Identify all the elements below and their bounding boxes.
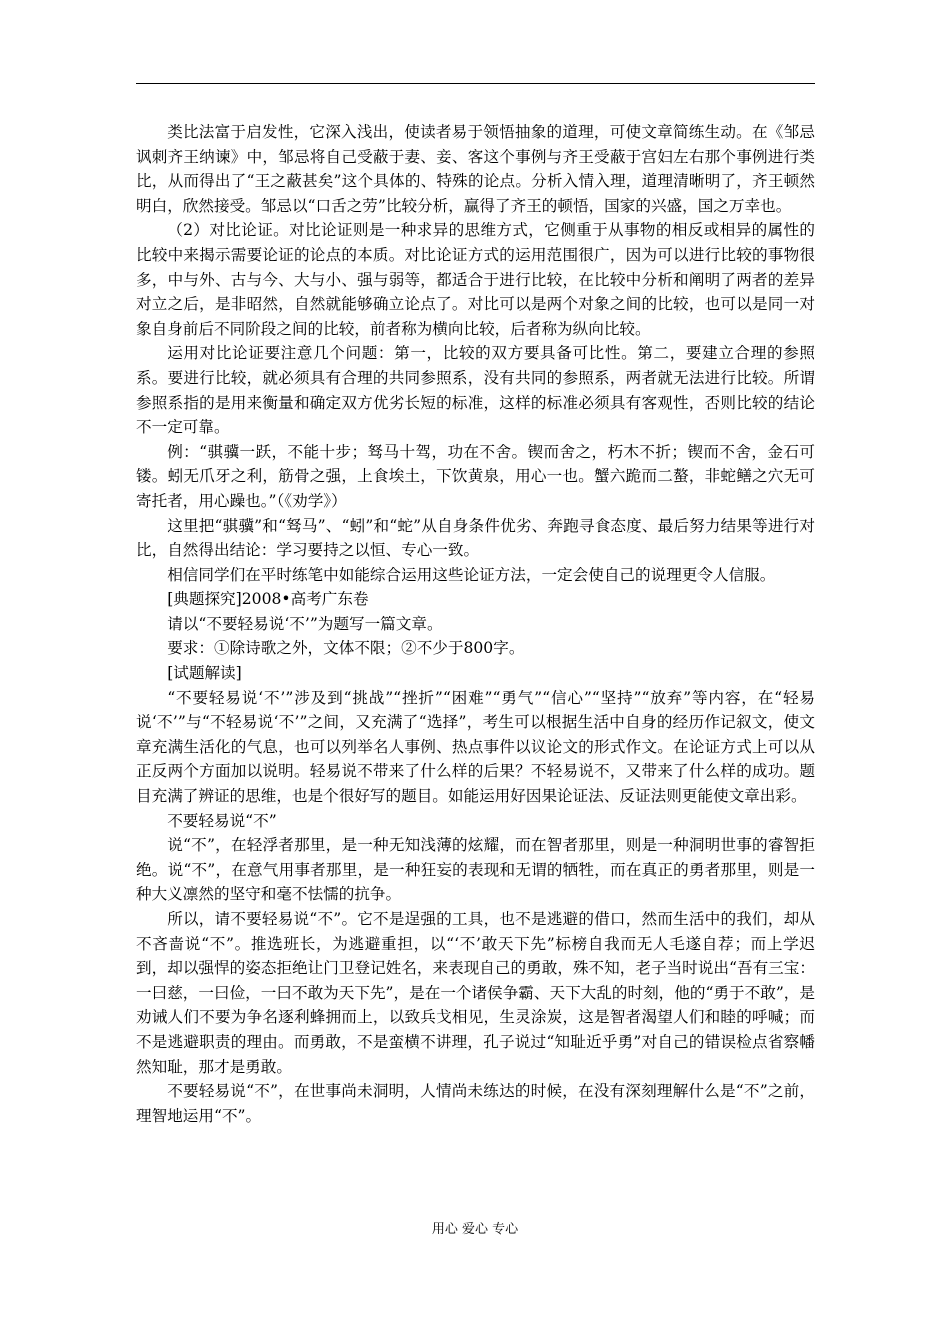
section-label-interpretation: [试题解读]	[167, 664, 242, 683]
essay-title: 不要轻易说“不”	[167, 811, 277, 830]
exam-prompt: 请以“不要轻易说‘不’”为题写一篇文章。	[167, 614, 443, 633]
essay-paragraph-3: 不要轻易说“不”，在世事尚未洞明，人情尚未练达的时候，在没有深刻理解什么是“不”之前，理智地运用“不”。	[136, 1082, 815, 1125]
section-label-exam: [典题探究]2008•高考广东卷	[167, 590, 369, 609]
document-body	[136, 120, 815, 1128]
paragraph-example-quote: 例：“骐骥一跃，不能十步；驽马十驾，功在不舍。锲而舍之，朽木不折；锲而不舍，金石可镂。蚓无爪牙之利，筋骨之强，上食埃土，下饮黄泉，用心一也。蟹六跪而二螯，非蛇鳝之穴无可寄托者，用心躁也。”（《劝学》）	[136, 442, 815, 510]
paragraph-example-analysis: 这里把“骐骥”和“驽马”、“蚓”和“蛇”从自身条件优劣、奔跑寻食态度、最后努力结果等进行对比，自然得出结论：学习要持之以恒、专心一致。	[136, 516, 815, 560]
paragraph-analogy: 类比法富于启发性，它深入浅出，使读者易于领悟抽象的道理，可使文章简练生动。在《邹忌讽刺齐王纳谏》中，邹忌将自己受蔽于妻、妾、客这个事例与齐王受蔽于宫妇左右那个事例进行类比，从而得出了“王之蔽甚矣”这个具体的、特殊的论点。分析入情入理，道理清晰明了，齐王顿然明白，欣然接受。邹忌以“口舌之劳”比较分析，赢得了齐王的顿悟，国家的兴盛，国之万幸也。	[136, 123, 815, 215]
paragraph-interpretation: “不要轻易说‘不’”涉及到“挑战”“挫折”“困难”“勇气”“信心”“坚持”“放弃”等内容，在“轻易说‘不’”与“不轻易说‘不’”之间，又充满了“选择”，考生可以根据生活中自身的经历作记叙文，使文章充满生活化的气息，也可以列举名人事例、热点事件以议论文的形式作文。在论证方式上可以从正反两个方面加以说明。轻易说不带来了什么样的后果？不轻易说不，又带来了什么样的成功。题目充满了辨证的思维，也是个很好写的题目。如能运用好因果论证法、反证法则更能使文章出彩。	[136, 688, 815, 806]
essay-paragraph-2: 所以，请不要轻易说“不”。它不是逞强的工具，也不是逃避的借口，然而生活中的我们，却从不吝啬说“不”。推选班长，为逃避重担，以“‘不’敢天下先”标榜自我而无人毛遂自荐；而上学迟到，却以强悍的姿态拒绝让门卫登记姓名，来表现自己的勇敢，殊不知，老子当时说出“吾有三宝：一曰慈，一曰俭，一曰不敢为天下先”，是在一个诸侯争霸、天下大乱的时刻，他的“勇于不敢”，是劝诫人们不要为争名逐利蜂拥而上，以致兵戈相见，生灵涂炭，这是智者渴望人们和睦的呼喊；而不是逃避职责的理由。而勇敢，不是蛮横不讲理，孔子说过“知耻近乎勇”对自己的错误检点省察幡然知耻，那才是勇敢。	[136, 910, 815, 1076]
paragraph-contrast-notes: 运用对比论证要注意几个问题：第一，比较的双方要具备可比性。第二，要建立合理的参照系。要进行比较，就必须具有合理的共同参照系，没有共同的参照系，两者就无法进行比较。所谓参照系指的是用来衡量和确定双方优劣长短的标准，这样的标准必须具有客观性，否则比较的结论不一定可靠。	[136, 344, 815, 437]
page-footer: 用心 爱心 专心	[431, 1222, 519, 1237]
exam-requirements: 要求：①除诗歌之外，文体不限；②不少于800字。	[167, 639, 525, 658]
paragraph-contrast-definition: （2）对比论证。对比论证则是一种求异的思维方式，它侧重于从事物的相反或相异的属性的比较中来揭示需要论证的论点的本质。对比论证方式的运用范围很广，因为可以进行比较的事物很多，中与外、古与今、大与小、强与弱等，都适合于进行比较，在比较中分析和阐明了两者的差异对立之后，是非昭然，自然就能够确立论点了。对比可以是两个对象之间的比较，也可以是同一对象自身前后不同阶段之间的比较，前者称为横向比较，后者称为纵向比较。	[136, 221, 815, 338]
essay-paragraph-1: 说“不”，在轻浮者那里，是一种无知浅薄的炫耀，而在智者那里，则是一种洞明世事的睿智拒绝。说“不”，在意气用事者那里，是一种狂妄的表现和无谓的牺牲，而在真正的勇者那里，则是一种大义凛然的坚守和毫不怯懦的抗争。	[136, 836, 815, 904]
paragraph-conclusion: 相信同学们在平时练笔中如能综合运用这些论证方法，一定会使自己的说理更令人信服。	[167, 565, 776, 584]
header-rule	[136, 83, 815, 84]
